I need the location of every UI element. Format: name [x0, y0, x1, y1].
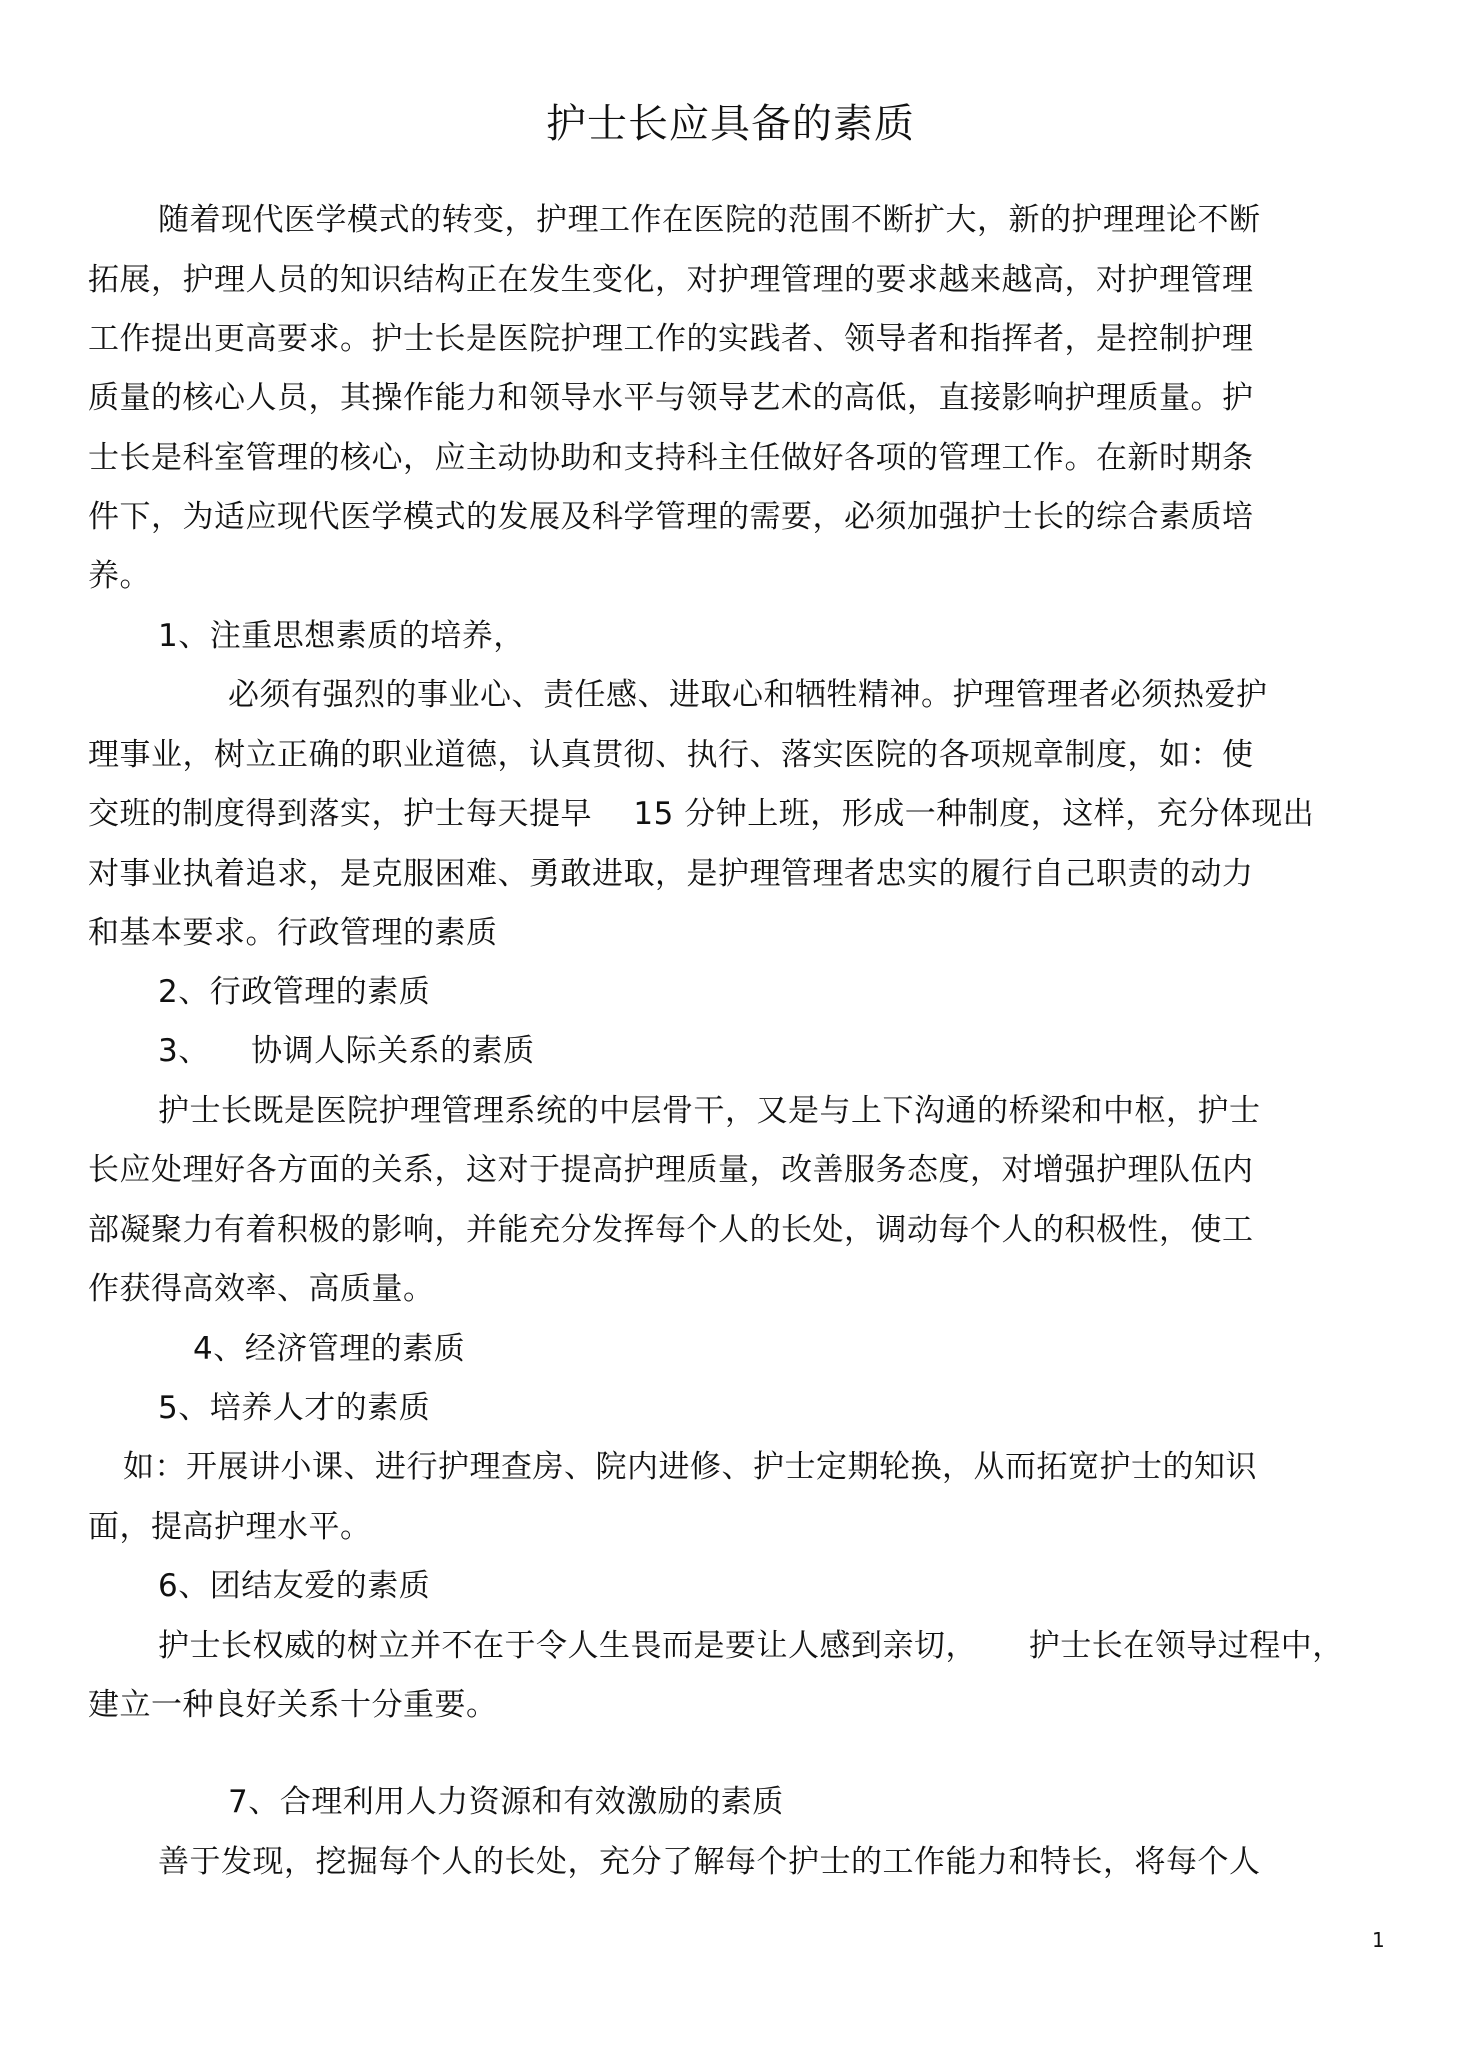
paragraph-line: 拓展，护理人员的知识结构正在发生变化，对护理管理的要求越来越高，对护理管理 [88, 262, 1254, 298]
paragraph-line: 必须有强烈的事业心、责任感、进取心和牺牲精神。护理管理者必须热爱护 [228, 677, 1268, 713]
paragraph-line: 随着现代医学模式的转变，护理工作在医院的范围不断扩大，新的护理理论不断 [158, 202, 1261, 238]
paragraph-line: 建立一种良好关系十分重要。 [88, 1687, 498, 1723]
paragraph-line: 面，提高护理水平。 [88, 1509, 372, 1545]
paragraph-line: 养。 [88, 558, 151, 594]
paragraph-line: 士长是科室管理的核心，应主动协助和支持科主任做好各项的管理工作。在新时期条 [88, 440, 1254, 476]
paragraph-line: 交班的制度得到落实，护士每天提早 15 分钟上班，形成一种制度，这样，充分体现出 [88, 796, 1315, 832]
section-heading: 1、注重思想素质的培养， [158, 618, 525, 654]
paragraph-line: 如：开展讲小课、进行护理查房、院内进修、护士定期轮换，从而拓宽护士的知识 [123, 1449, 1257, 1485]
document-title: 护士长应具备的素质 [546, 101, 915, 147]
paragraph-line: 护士长既是医院护理管理系统的中层骨干，又是与上下沟通的桥梁和中枢，护士 [158, 1093, 1261, 1129]
section-heading: 7、合理利用人力资源和有效激励的素质 [228, 1784, 784, 1820]
paragraph-line: 质量的核心人员，其操作能力和领导水平与领导艺术的高低，直接影响护理质量。护 [88, 380, 1254, 416]
section-heading: 5、培养人才的素质 [158, 1390, 431, 1426]
page-number: 1 [1372, 1928, 1385, 1952]
paragraph-line: 部凝聚力有着积极的影响，并能充分发挥每个人的长处，调动每个人的积极性，使工 [88, 1212, 1254, 1248]
section-heading: 3、 协调人际关系的素质 [158, 1033, 535, 1069]
section-heading: 4、经济管理的素质 [193, 1331, 466, 1367]
section-heading: 6、团结友爱的素质 [158, 1568, 431, 1604]
paragraph-line: 护士长权威的树立并不在于令人生畏而是要让人感到亲切， 护士长在领导过程中， [158, 1628, 1344, 1664]
paragraph-line: 作获得高效率、高质量。 [88, 1271, 435, 1307]
paragraph-line: 工作提出更高要求。护士长是医院护理工作的实践者、领导者和指挥者，是控制护理 [88, 321, 1254, 357]
paragraph-line: 对事业执着追求，是克服困难、勇敢进取，是护理管理者忠实的履行自己职责的动力 [88, 856, 1254, 892]
paragraph-line: 理事业，树立正确的职业道德，认真贯彻、执行、落实医院的各项规章制度，如：使 [88, 737, 1254, 773]
paragraph-line: 件下，为适应现代医学模式的发展及科学管理的需要，必须加强护士长的综合素质培 [88, 499, 1254, 535]
paragraph-line: 长应处理好各方面的关系，这对于提高护理质量，改善服务态度，对增强护理队伍内 [88, 1152, 1254, 1188]
paragraph-line: 和基本要求。行政管理的素质 [88, 915, 498, 951]
paragraph-line: 善于发现，挖掘每个人的长处，充分了解每个护士的工作能力和特长，将每个人 [158, 1844, 1261, 1880]
section-heading: 2、行政管理的素质 [158, 974, 431, 1010]
